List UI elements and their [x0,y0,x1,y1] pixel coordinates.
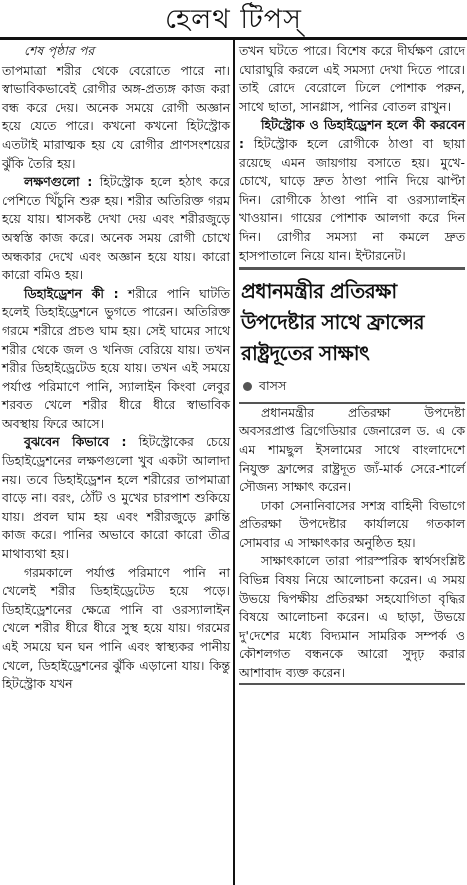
bullet-icon [243,382,252,391]
symptoms-text: হিটস্ট্রোক হলে হঠাৎ করে পেশিতে খিঁচুনি শুরু হয়। শরীর অতিরিক্ত গরম হয়ে যায়। শ্বাসকষ্ট দেখা দেয় এবং শরীরজুড়ে অস্বস্তি কাজ করে। অনেক সময় রোগী চোখে অন্ধকার দেখে এবং অজ্ঞান হয়ে যায়। কারো কারো বমিও হয়। [2,174,230,283]
health-tips-column [2,42,230,694]
continued-label: শেষ পৃষ্ঠার পর [24,43,95,58]
dehydration-paragraph [2,285,230,434]
what-to-do-heading: হিটস্ট্রোক ও ডিহাইড্রেশন হলে কী করবেন : [239,117,465,151]
continuation-paragraph: তখন ঘটতে পারে। বিশেষ করে দীর্ঘক্ষণ রোদে ঘোরাঘুরি করলে এই সমস্যা দেখা দিতে পারে। তাই রোদে বেরোলে ঢিলে পোশাক পরুন, সাথে ছাতা, সানগ্লাস, পানির বোতল রাখুন। [239,43,465,114]
news-paragraph-3: সাক্ষাৎকালে তারা পারস্পরিক স্বার্থসংশ্লিষ্ট বিভিন্ন বিষয় নিয়ে আলোচনা করেন। এ সময় উভয়ে দ্বিপক্ষীয় প্রতিরক্ষা সহযোগিতা বৃদ্ধির বিষয়ে আলোচনা করেন। এ ছাড়া, উভয়ে দু'দেশের মধ্যে বিদ্যমান সামরিক সম্পর্ক ও কৌশলগত বন্ধনকে আরো সুদৃঢ় করার আশাবাদ ব্যক্ত করেন। [239,553,465,681]
right-column [239,42,465,685]
news-paragraph-2: ঢাকা সেনানিবাসের সশস্ত্র বাহিনী বিভাগে প্রতিরক্ষা উপদেষ্টার কার্যালয়ে গতকাল সোমবার এ সাক্ষাৎকার অনুষ্ঠিত হয়। [239,497,465,550]
symptoms-heading: লক্ষণগুলো : [24,174,93,190]
understand-text: হিটস্ট্রোকের চেয়ে ডিহাইড্রেশনের লক্ষণগুলো খুব একটা আলাদা নয়। তবে ডিহাইড্রেশন হলে শরীরের তাপমাত্রা বাড়ে না। বরং, ঠোঁট ও মুখের চারপাশ শুকিয়ে যায়। প্রবল ঘাম হয় এবং শরীরজুড়ে ক্লান্তি কাজ করে। পানির অভাবে কারো কারো তীব্র মাথাব্যথা হয়। [2,434,230,562]
news-body [239,402,465,685]
what-to-do-paragraph [239,116,465,265]
intro-paragraph: তাপমাত্রা শরীর থেকে বেরোতে পারে না। স্বাভাবিকভাবেই রোগীর অঙ্গ-প্রত্যঙ্গ কাজ করা বন্ধ করে দেয়। অনেক সময়ে রোগী অজ্ঞান হয়ে যেতে পারে। কখনো কখনো হিটস্ট্রোক এতটাই মারাত্মক হয় যে রোগীর প্রাণসংশয়ের ঝুঁকি তৈরি হয়। [2,62,230,171]
symptoms-paragraph [2,173,230,285]
understand-paragraph [2,433,230,563]
byline [243,377,465,396]
article-separator [239,267,465,270]
news-headline: প্রধানমন্ত্রীর প্রতিরক্ষা উপদেষ্টার সাথে ফ্রান্সের রাষ্ট্রদূতের সাক্ষাৎ [241,279,425,366]
what-to-do-text: হিটস্ট্রোক হলে রোগীকে ঠাণ্ডা বা ছায়া রয়েছে এমন জায়গায় বসাতে হয়। মুখে-চোখে, ঘাড়ে দ্রুত ঠাণ্ডা পানি দিয়ে ঝাপ্টা দিন। রোগীকে ঠাণ্ডা পানি বা ওরস্যালাইন খাওয়ান। গায়ের পোশাক আলগা করে দিন দিন। রোগীর সমস্যা না কমলে দ্রুত হাসপাতালে নিয়ে যান। ইন্টারনেট। [239,135,465,263]
news-paragraph-1: প্রধানমন্ত্রীর প্রতিরক্ষা উপদেষ্টা অবসরপ্রাপ্ত ব্রিগেডিয়ার জেনারেল ড. এ কে এম শামছুল ইসলামের সাথে বাংলাদেশে নিযুক্ত ফ্রান্সের রাষ্ট্রদূত জ্যঁ-মার্ক সেরে-শার্লে সৌজন্য সাক্ষাৎ করেন। [239,404,465,495]
byline-source: বাসস [259,378,287,394]
section-title: হেলথ টিপস্ [165,4,302,35]
advice-paragraph: গরমকালে পর্যাপ্ত পরিমাণে পানি না খেলেই শরীর ডিহাইড্রেটেড হয়ে পড়ে। ডিহাইড্রেশনের ক্ষেত্রে পানি বা ওরস্যালাইন খেলে শরীর ধীরে ধীরে সুস্থ হয়ে যায়। গরমের এই সময়ে ঘন ঘন পানি এবং স্বাস্থ্যকর পানীয় খেলে, ডিহাইড্রেশনের ঝুঁকি এড়ানো যায়। কিন্তু হিটস্ট্রোক যখন [2,564,230,692]
dehydration-text: শরীরে পানি ঘাটতি হলেই ডিহাইড্রেশনে ভুগতে পারেন। অতিরিক্ত গরমে শরীরে প্রচণ্ড ঘাম হয়। সেই ঘামের সাথে শরীর থেকে জল ও খনিজ বেরিয়ে যায়। তখন শরীর ডিহাইড্রেটেড হয়ে যায়। তখন এই সময়ে পর্যাপ্ত পরিমাণে পানি, স্যালাইন কিংবা লেবুর শরবত খেলে শরীর ধীরে ধীরে স্বাভাবিক অবস্থায় ফিরে আসে। [2,285,230,431]
understand-heading: বুঝবেন কিভাবে : [24,434,127,450]
column-divider [233,40,235,885]
dehydration-heading: ডিহাইড্রেশন কী : [24,285,119,301]
